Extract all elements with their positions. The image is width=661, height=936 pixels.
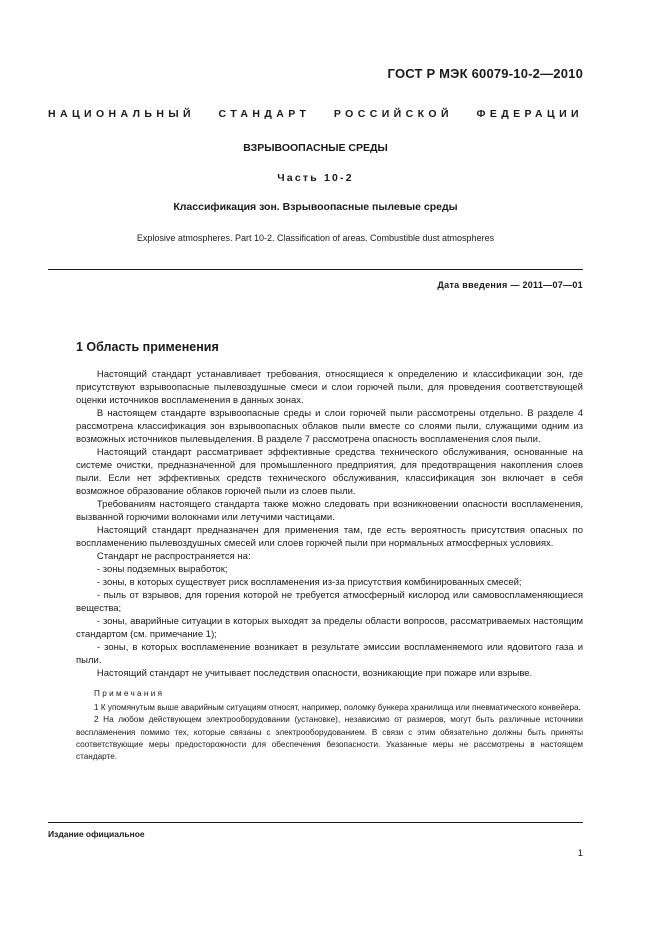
paragraph: В настоящем стандарте взрывоопасные среды и слои горючей пыли рассмотрены отдельно. В разделе 4 рассмотрена классификация зон взрывоопасных облаков пыли вместе со слоями пыли, служащими одним из возможных источников пылевыделения. В разделе 7 рассмотрена опасность воспламенения слоя пыли. (76, 408, 583, 445)
introduction-date: Дата введения — 2011—07—01 (437, 280, 583, 290)
banner-word: ФЕДЕРАЦИИ (476, 108, 583, 120)
bottom-divider (48, 822, 583, 823)
section-body (76, 368, 583, 763)
list-item: - зоны, в которых существует риск воспламенения из-за присутствия комбинированных смесей; (96, 577, 522, 588)
document-title: ВЗРЫВООПАСНЫЕ СРЕДЫ (243, 142, 388, 154)
paragraph: Требованиям настоящего стандарта также можно следовать при возникновении опасности воспламенения, вызванной горючими волокнами или летучими частицами. (76, 499, 583, 523)
document-id: ГОСТ Р МЭК 60079-10-2—2010 (387, 66, 583, 81)
list-item: - пыль от взрывов, для горения которой не требуется атмосферный кислород или самовоспламеняющиеся вещества; (76, 590, 583, 614)
list-item: - зоны подземных выработок; (96, 564, 228, 575)
paragraph: Настоящий стандарт не учитывает последствия опасности, возникающие при пожаре или взрыве. (96, 668, 533, 679)
banner-word: НАЦИОНАЛЬНЫЙ (48, 108, 195, 120)
note-item: 2 На любом действующем электрооборудовании (установке), независимо от размеров, могут быть различные источники воспламенения помимо тех, которые связаны с электрооборудованием. В связи с этим обязательно должны быть приняты соответствующие меры предосторожности для обеспечения безопасности. Указанные меры не рассмотрены в настоящем стандарте. (76, 715, 583, 762)
paragraph: Стандарт не распространяется на: (96, 551, 251, 562)
document-subtitle: Классификация зон. Взрывоопасные пылевые среды (173, 201, 458, 213)
note-item: 1 К упомянутым выше аварийным ситуациям относят, например, поломку бункера хранилища или пневматического конвейера. (94, 703, 581, 713)
national-standard-banner (48, 108, 583, 120)
banner-word: РОССИЙСКОЙ (333, 108, 453, 120)
paragraph: Настоящий стандарт рассматривает эффективные средства технического обслуживания, основанные на системе очистки, предназначенной для промышленного предприятия, для предотвращения накопления слоев пыли. Если нет эффективных средств технического обслуживания, классификация зон включает в себя возможное образование облаков горючей пыли из слоев пыли. (76, 447, 583, 497)
paragraph: Настоящий стандарт устанавливает требования, относящиеся к определению и классификации зон, где присутствуют взрывоопасные пылевоздушные смеси и слои горючей пыли, для проведения соответствующей оценки источников воспламенения в данных зонах. (76, 369, 583, 406)
document-part: Часть 10-2 (277, 172, 354, 184)
top-divider (48, 269, 583, 270)
notes-block (76, 688, 583, 763)
banner-word: СТАНДАРТ (218, 108, 311, 120)
list-item: - зоны, в которых воспламенение возникает в результате эмиссии воспламеняемого или ядовитого газа и пыли. (76, 642, 583, 666)
edition-label: Издание официальное (48, 829, 145, 839)
notes-heading: Примечания (94, 689, 165, 698)
paragraph: Настоящий стандарт предназначен для применения там, где есть вероятность присутствия опасных по воспламенению пылевоздушных смесей или слоев горючей пыли при нормальных атмосферных условиях. (76, 525, 583, 549)
section-heading: 1 Область применения (76, 340, 219, 354)
english-title: Explosive atmospheres. Part 10-2. Classification of areas. Combustible dust atmospheres (136, 233, 495, 243)
page-number: 1 (577, 848, 583, 859)
list-item: - зоны, аварийные ситуации в которых выходят за пределы области вопросов, рассматриваемых настоящим стандартом (см. примечание 1); (76, 616, 583, 640)
